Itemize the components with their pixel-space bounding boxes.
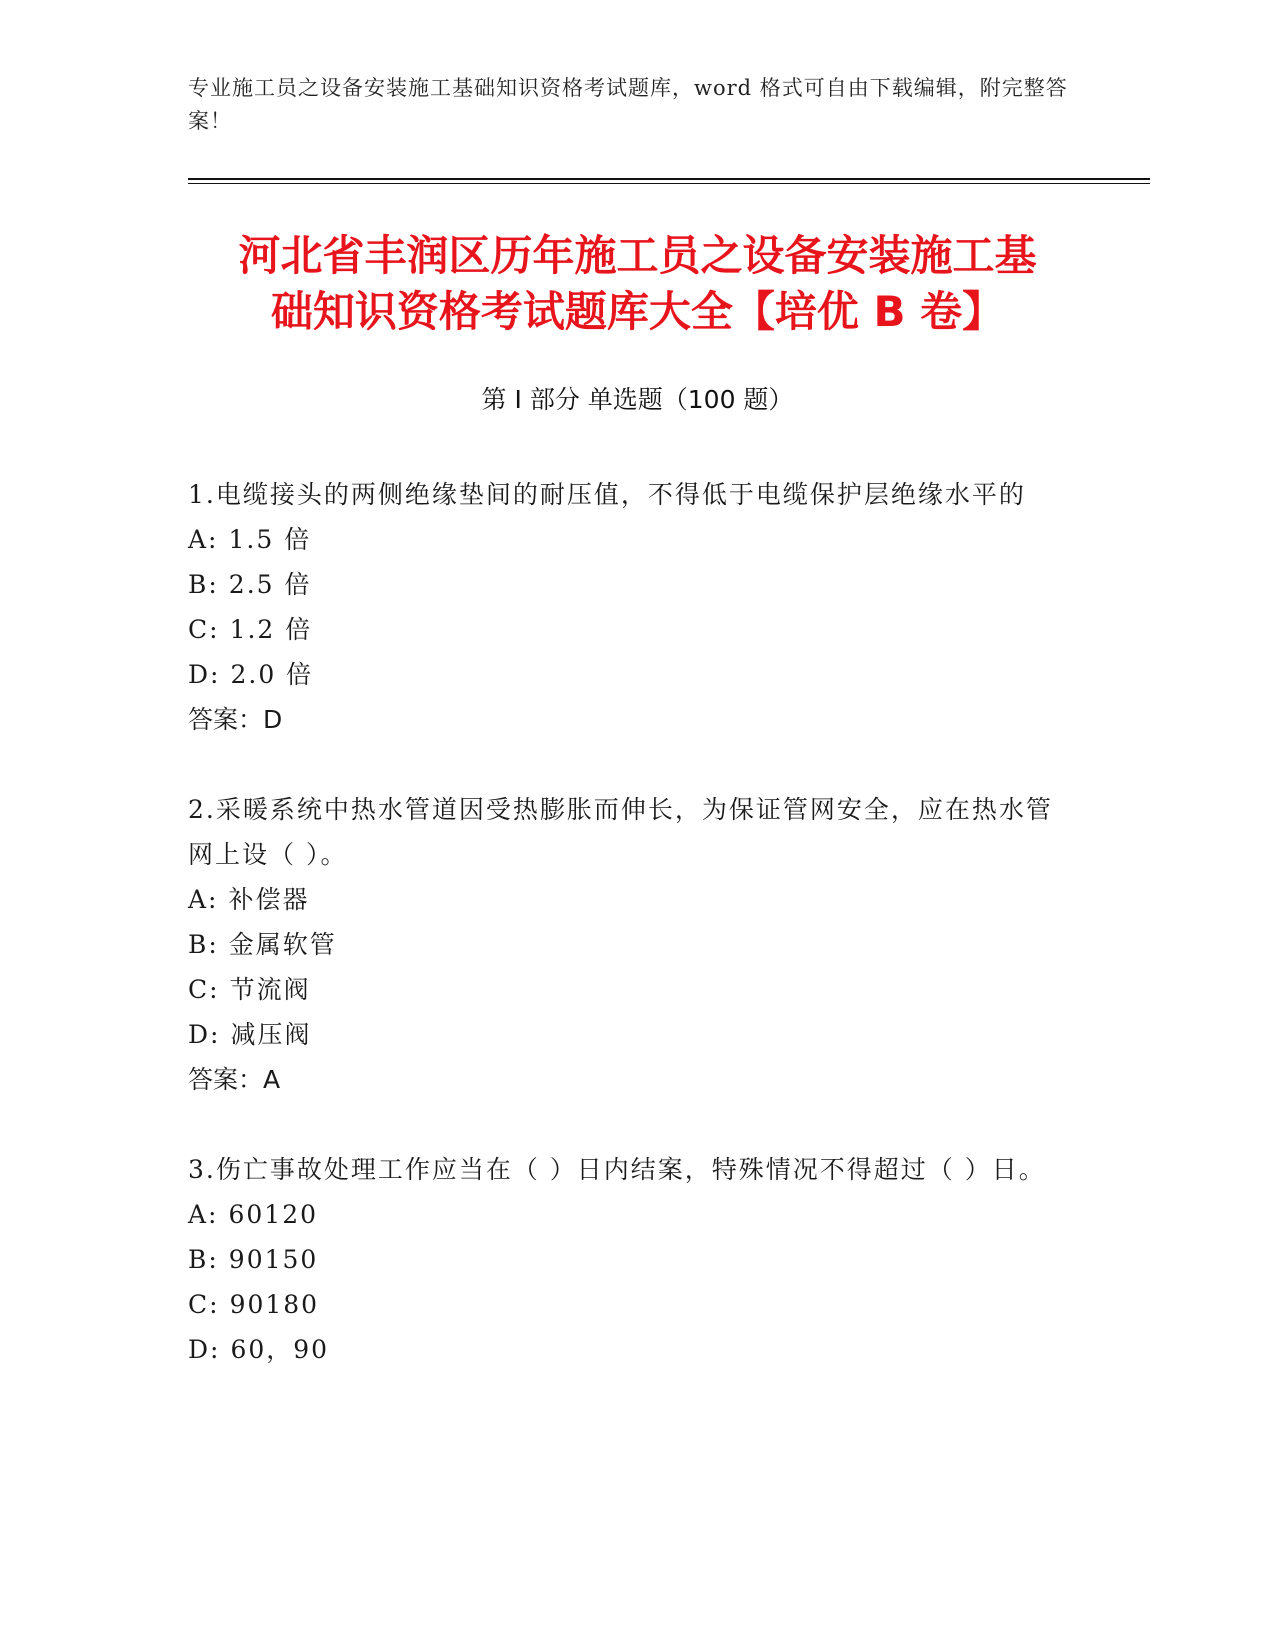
option-text: 2.5 倍 bbox=[228, 570, 312, 599]
header-rule-thin bbox=[188, 183, 1150, 184]
option-c bbox=[188, 607, 1068, 652]
option-letter: B: bbox=[188, 930, 219, 959]
question-stem: 1.电缆接头的两侧绝缘垫间的耐压值，不得低于电缆保护层绝缘水平的 bbox=[188, 480, 1026, 509]
option-letter: B: bbox=[188, 1245, 219, 1274]
document-title bbox=[160, 228, 1115, 340]
option-text: 减压阀 bbox=[230, 1020, 312, 1049]
question-stem: 3.伤亡事故处理工作应当在（ ）日内结案，特殊情况不得超过（ ）日。 bbox=[188, 1155, 1046, 1184]
answer-line: 答案：A bbox=[188, 1065, 281, 1094]
option-d bbox=[188, 1012, 1068, 1057]
option-text: 2.0 倍 bbox=[230, 660, 314, 689]
question-1 bbox=[188, 472, 1068, 742]
document-title-line-2: 础知识资格考试题库大全【培优 B 卷】 bbox=[270, 287, 1005, 336]
option-text: 1.2 倍 bbox=[229, 615, 313, 644]
option-text: 节流阀 bbox=[229, 975, 311, 1004]
question-2 bbox=[188, 787, 1068, 1102]
option-letter: A: bbox=[188, 525, 219, 554]
question-list bbox=[188, 472, 1068, 1417]
option-b bbox=[188, 922, 1068, 967]
option-letter: B: bbox=[188, 570, 219, 599]
document-title-line-1: 河北省丰润区历年施工员之设备安装施工基 bbox=[238, 231, 1037, 280]
option-a bbox=[188, 1192, 1068, 1237]
question-stem: 2.采暖系统中热水管道因受热膨胀而伸长，为保证管网安全，应在热水管网上设（ ）。 bbox=[188, 795, 1053, 869]
option-text: 补偿器 bbox=[228, 885, 310, 914]
option-a bbox=[188, 877, 1068, 922]
option-c bbox=[188, 1282, 1068, 1327]
header-note: 专业施工员之设备安装施工基础知识资格考试题库，word 格式可自由下载编辑，附完整答案！ bbox=[188, 76, 1068, 133]
option-letter: C: bbox=[188, 615, 220, 644]
option-letter: D: bbox=[188, 1335, 221, 1364]
section-title: 第 I 部分 单选题（100 题） bbox=[481, 385, 794, 414]
option-letter: C: bbox=[188, 975, 220, 1004]
option-b bbox=[188, 562, 1068, 607]
answer-line: 答案：D bbox=[188, 705, 283, 734]
option-letter: D: bbox=[188, 1020, 221, 1049]
option-letter: C: bbox=[188, 1290, 220, 1319]
option-b bbox=[188, 1237, 1068, 1282]
option-d bbox=[188, 652, 1068, 697]
option-text: 1.5 倍 bbox=[228, 525, 312, 554]
header-rule-thick bbox=[188, 178, 1150, 180]
option-text: 60，90 bbox=[230, 1335, 330, 1364]
option-letter: A: bbox=[188, 885, 219, 914]
question-3 bbox=[188, 1147, 1068, 1372]
option-text: 60120 bbox=[228, 1200, 319, 1229]
option-a bbox=[188, 517, 1068, 562]
option-text: 90150 bbox=[228, 1245, 319, 1274]
option-d bbox=[188, 1327, 1068, 1372]
option-text: 90180 bbox=[229, 1290, 320, 1319]
option-letter: A: bbox=[188, 1200, 219, 1229]
option-text: 金属软管 bbox=[228, 930, 337, 959]
option-c bbox=[188, 967, 1068, 1012]
option-letter: D: bbox=[188, 660, 221, 689]
